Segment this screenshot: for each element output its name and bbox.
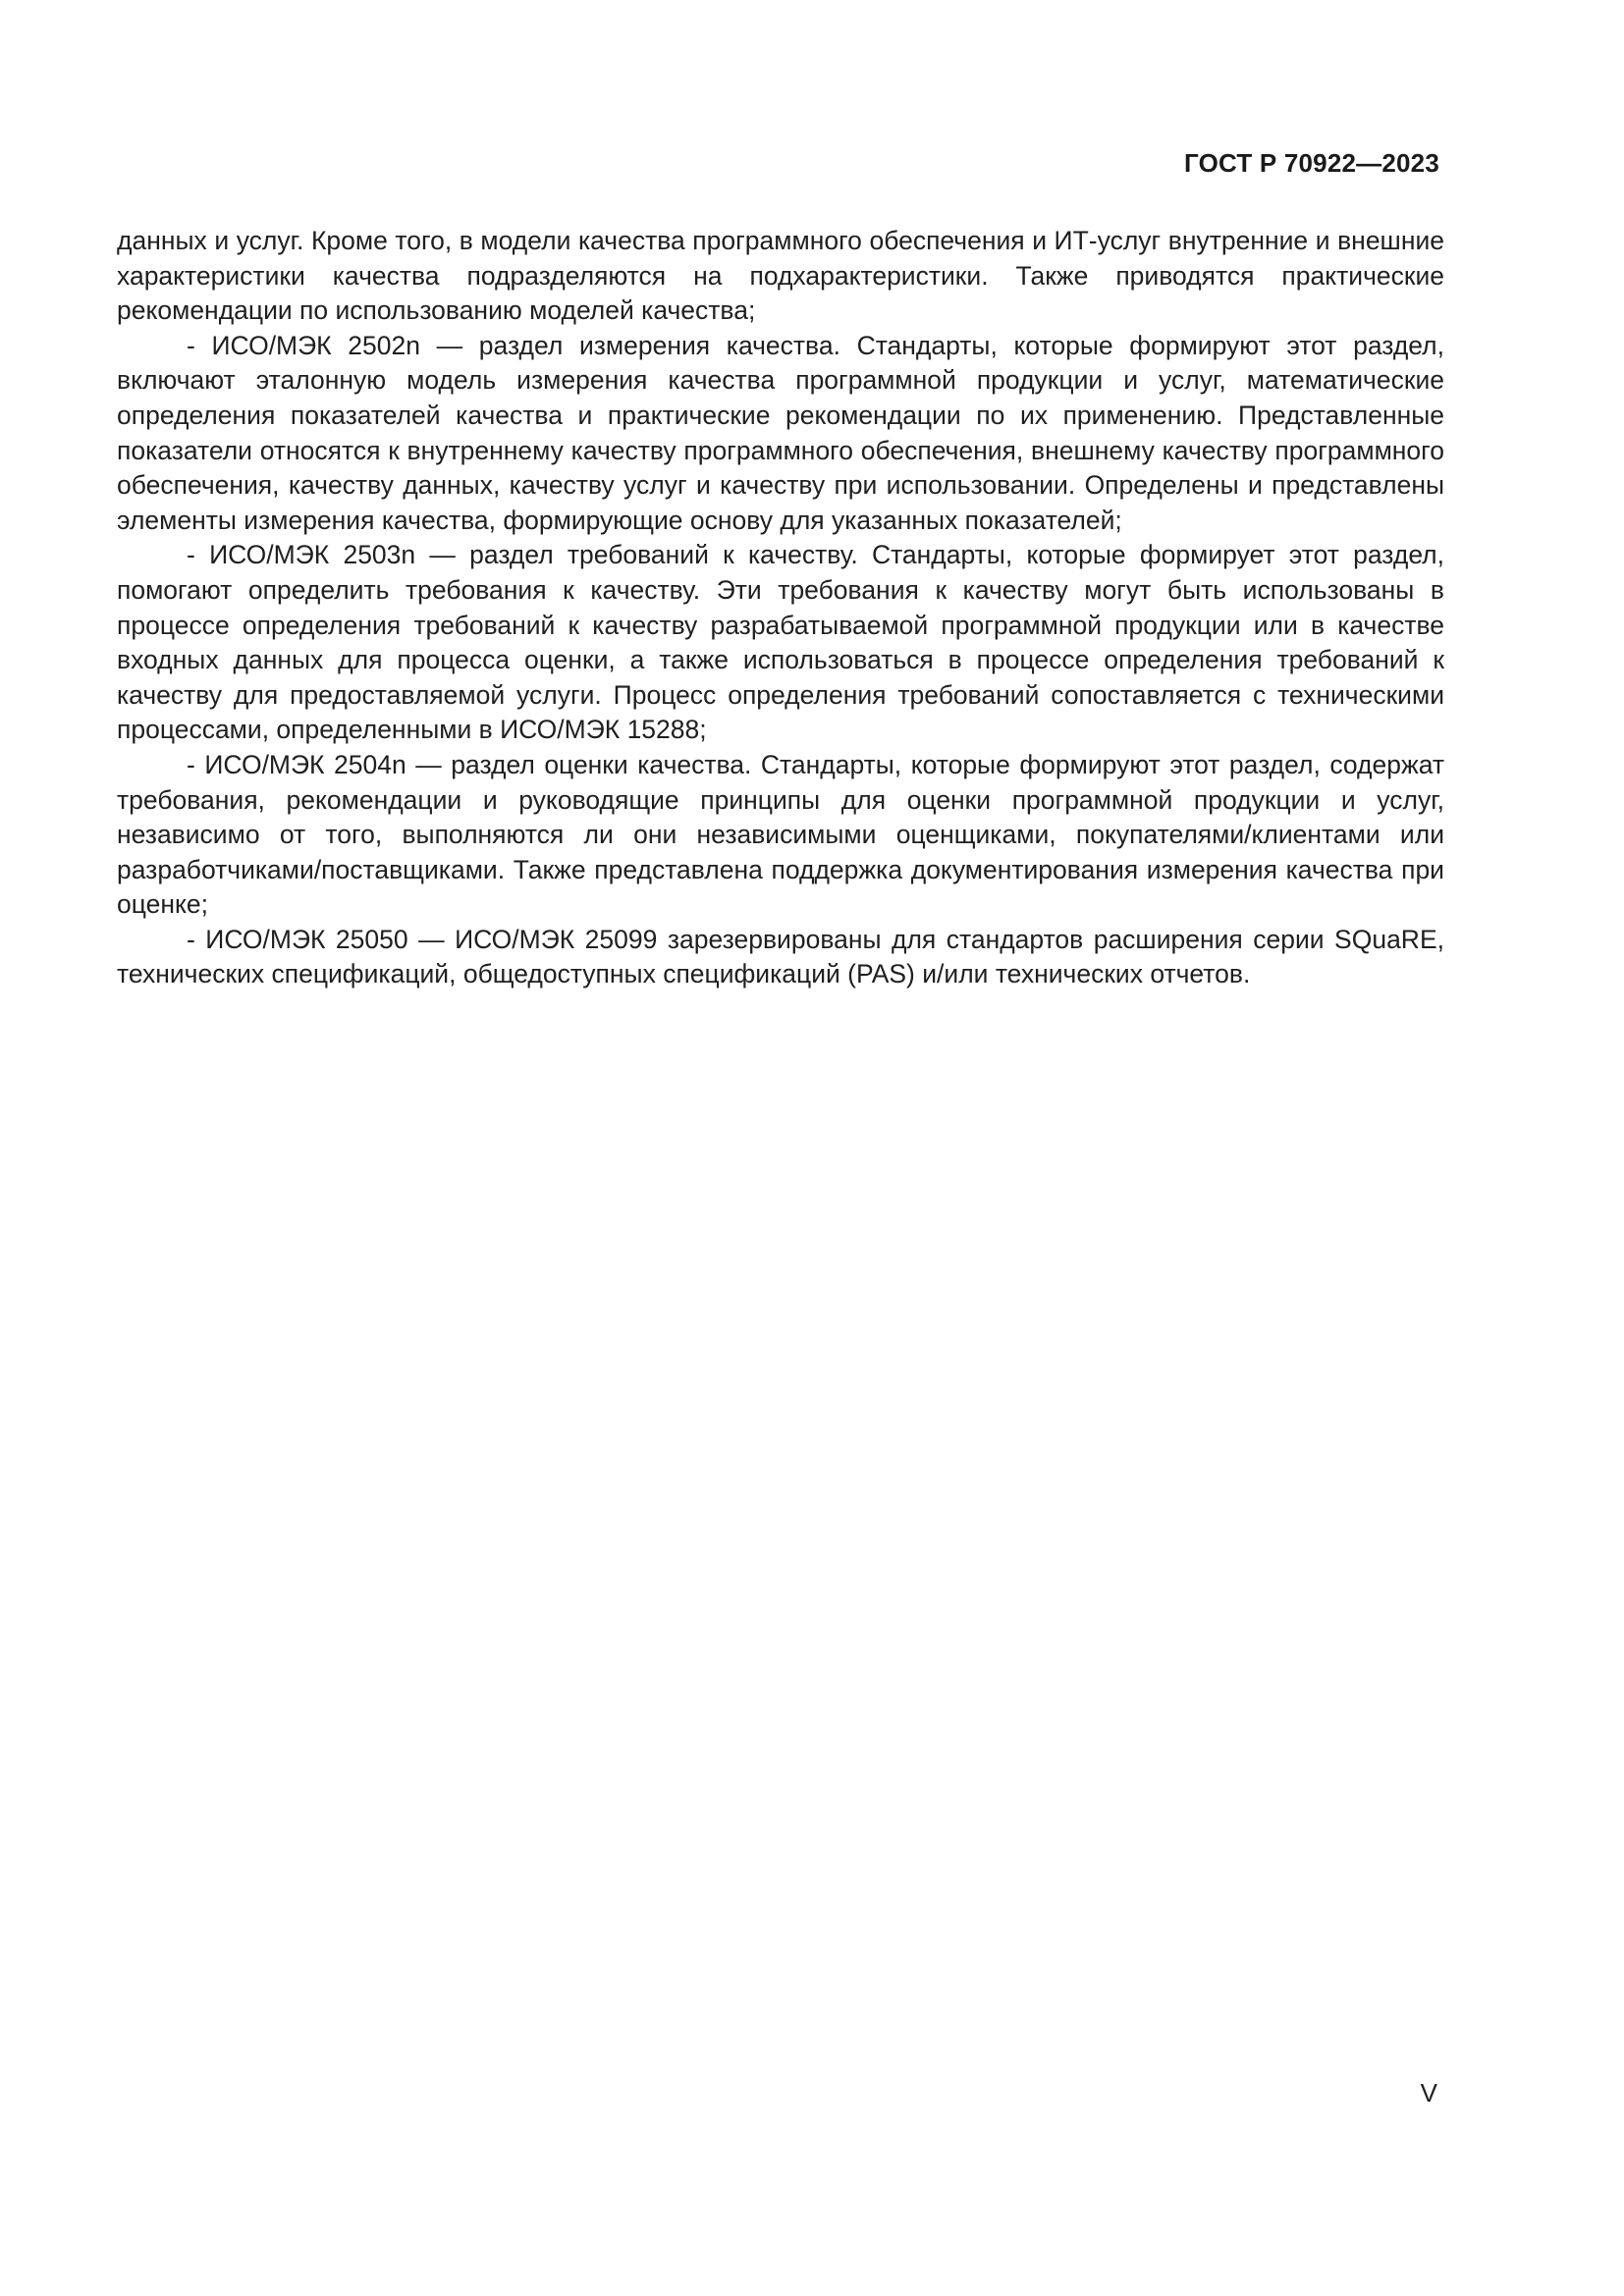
paragraph-iso-2504n: - ИСО/МЭК 2504n — раздел оценки качества. Стандарты, которые формируют этот раздел, содержат требования, рекомендации и руководящие принципы для оценки программной продукции и услуг, независимо от того, выполняются ли они независимыми оценщиками, покупателями/клиентами или разработчиками/поставщиками. Также представлена поддержка документирования измерения качества при оценке;: [117, 749, 1444, 920]
paragraph-continuation: данных и услуг. Кроме того, в модели качества программного обеспечения и ИТ-услуг внутренние и внешние характеристики качества подразделяются на подхарактеристики. Также приводятся практические рекомендации по использованию моделей качества;: [117, 226, 1444, 326]
paragraph-iso-2502n: - ИСО/МЭК 2502n — раздел измерения качества. Стандарты, которые формируют этот раздел, включают эталонную модель измерения качества программной продукции и услуг, математические определения показателей качества и практические рекомендации по их применению. Представленные показатели относятся к внутреннему качеству программного обеспечения, внешнему качеству программного обеспечения, качеству данных, качеству услуг и качеству при использовании. Определены и представлены элементы измерения качества, формирующие основу для указанных показателей;: [117, 330, 1444, 535]
paragraph-iso-2503n: - ИСО/МЭК 2503n — раздел требований к качеству. Стандарты, которые формирует этот раздел, помогают определить требования к качеству. Эти требования к качеству могут быть использованы в процессе определения требований к качеству разрабатываемой программной продукции или в качестве входных данных для процесса оценки, а также использоваться в процессе определения требований к качеству для предоставляемой услуги. Процесс определения требований сопоставляется с техническими процессами, определенными в ИСО/МЭК 15288;: [117, 540, 1444, 745]
document-code-header: ГОСТ Р 70922—2023: [1184, 148, 1439, 178]
page-number: V: [1420, 2078, 1437, 2108]
paragraph-iso-25050-25099: - ИСО/МЭК 25050 — ИСО/МЭК 25099 зарезервированы для стандартов расширения серии SQuaRE, технических спецификаций, общедоступных спецификаций (PAS) и/или технических отчетов.: [117, 924, 1444, 989]
document-body: [117, 224, 1444, 992]
